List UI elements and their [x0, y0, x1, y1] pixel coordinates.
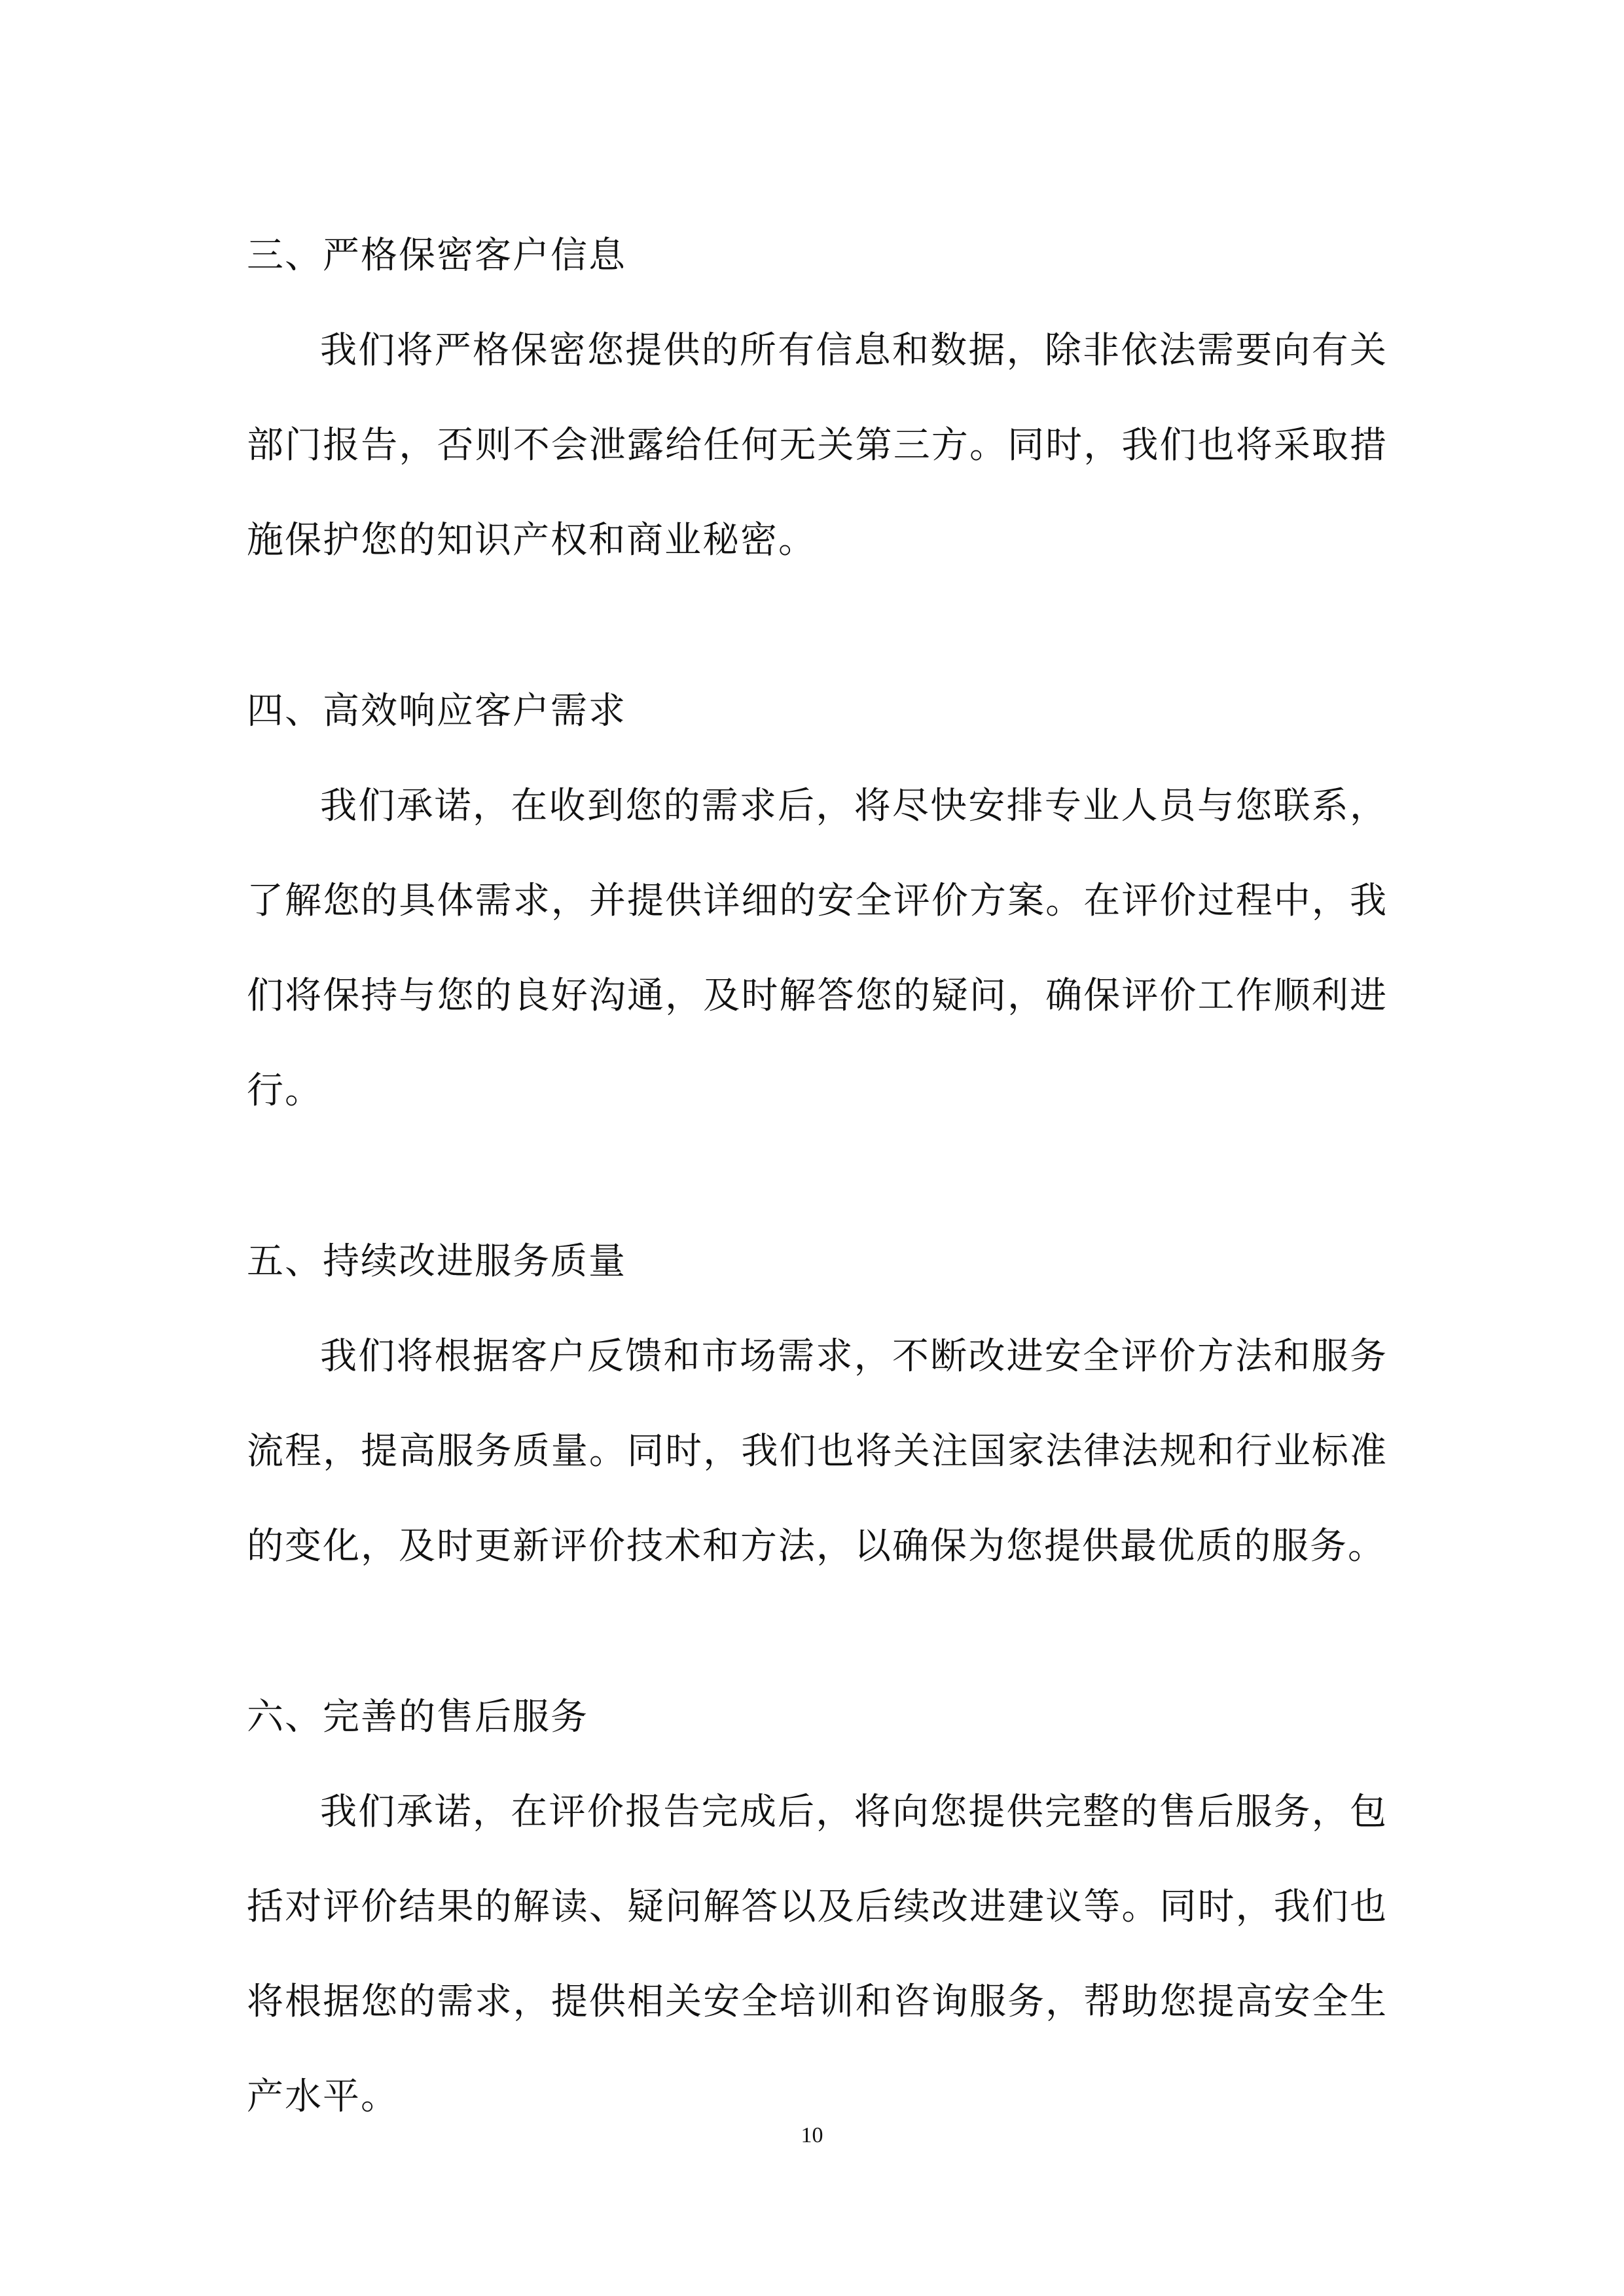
section-heading: 四、高效响应客户需求: [247, 690, 626, 732]
section-heading: 三、严格保密客户信息: [247, 234, 626, 277]
section-response: [247, 664, 1388, 1138]
page-number: 10: [801, 2123, 823, 2147]
section-confidentiality: [247, 208, 1388, 588]
section-paragraph: 我们将根据客户反馈和市场需求，不断改进安全评价方法和服务流程，提高服务质量。同时，我们也将关注国家法律法规和行业标准的变化，及时更新评价技术和方法，以确保为您提供最优质的服务。: [247, 1335, 1388, 1568]
section-after-sales: [247, 1670, 1388, 2144]
section-paragraph: 我们承诺，在收到您的需求后，将尽快安排专业人员与您联系，了解您的具体需求，并提供详细的安全评价方案。在评价过程中，我们将保持与您的良好沟通，及时解答您的疑问，确保评价工作顺利进行。: [247, 785, 1388, 1112]
section-heading: 六、完善的售后服务: [247, 1696, 588, 1738]
section-improvement: [247, 1214, 1388, 1594]
section-paragraph: 我们将严格保密您提供的所有信息和数据，除非依法需要向有关部门报告，否则不会泄露给任何无关第三方。同时，我们也将采取措施保护您的知识产权和商业秘密。: [247, 329, 1388, 562]
section-paragraph: 我们承诺，在评价报告完成后，将向您提供完整的售后服务，包括对评价结果的解读、疑问解答以及后续改进建议等。同时，我们也将根据您的需求，提供相关安全培训和咨询服务，帮助您提高安全生产水平。: [247, 1791, 1388, 2118]
document-content: [247, 208, 1388, 2144]
section-heading: 五、持续改进服务质量: [247, 1240, 626, 1283]
